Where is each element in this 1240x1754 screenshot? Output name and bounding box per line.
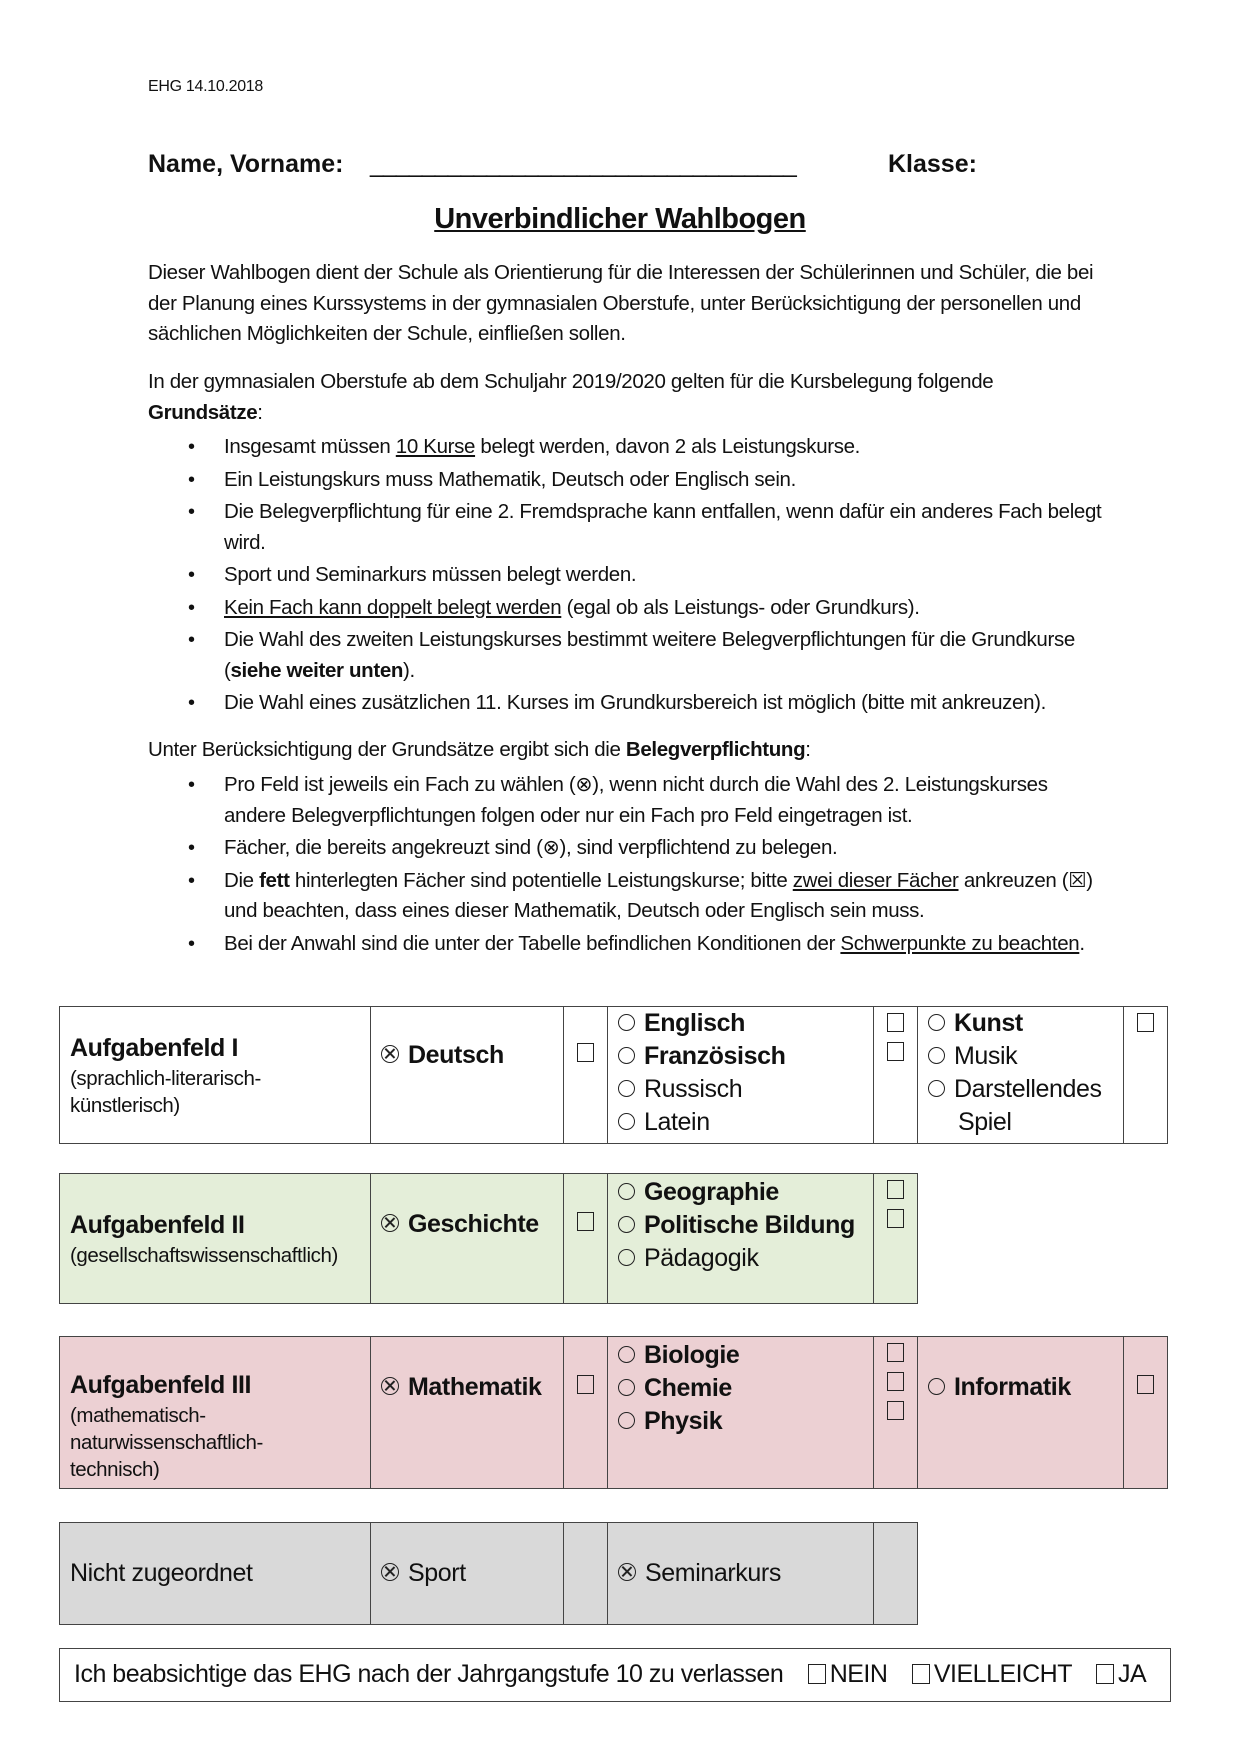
principle-item: • Die Belegverpflichtung für eine 2. Fremdsprache kann entfallen, wenn dafür ein anderes Fach belegt wird. <box>148 497 1108 558</box>
obligation-lead: Unter Berücksichtigung der Grundsätze ergibt sich die Belegverpflichtung: <box>148 738 811 761</box>
field-1-group-b-lk <box>1124 1007 1168 1144</box>
checkbox-nein[interactable] <box>808 1664 826 1684</box>
crossed-circle-icon <box>381 1377 399 1395</box>
radio-circle-icon <box>618 1183 635 1200</box>
field-3-fixed-lk <box>564 1337 608 1489</box>
intro-paragraph: Dieser Wahlbogen dient der Schule als Orientierung für die Interessen der Schülerinnen und Schüler, die bei der Planung eines Kurssystems in der gymnasialen Oberstufe, unter Berücksichtigung der personellen und sächlichen Möglichkeiten der Schule, einfließen sollen. <box>148 261 1094 345</box>
field-3-group-b-lk <box>1124 1337 1168 1489</box>
obligation-item: • Fächer, die bereits angekreuzt sind (⊗), sind verpflichtend zu belegen. <box>148 833 1108 864</box>
option-musik[interactable]: Musik <box>928 1040 1113 1073</box>
field-3-group-b <box>918 1337 1124 1489</box>
checkbox-lk-mathematik[interactable] <box>577 1375 594 1394</box>
class-label: Klasse: <box>888 150 977 178</box>
field-unassigned-empty-2 <box>874 1523 918 1625</box>
radio-circle-icon <box>928 1080 945 1097</box>
checkbox-lk-politische-bildung[interactable] <box>887 1209 904 1228</box>
option-politische-bildung[interactable]: Politische Bildung <box>618 1209 863 1242</box>
field-unassigned-table <box>59 1522 918 1625</box>
radio-circle-icon <box>618 1379 635 1396</box>
option-russisch[interactable]: Russisch <box>618 1073 863 1106</box>
principle-item: • Sport und Seminarkurs müssen belegt werden. <box>148 560 1108 591</box>
checkbox-lk-kunst[interactable] <box>1137 1013 1154 1032</box>
field-unassigned-seminar: Seminarkurs <box>608 1523 874 1625</box>
checkbox-lk-deutsch[interactable] <box>577 1043 594 1062</box>
crossed-circle-icon <box>618 1563 636 1581</box>
label-ja: JA <box>1117 1660 1147 1688</box>
option-latein[interactable]: Latein <box>618 1106 863 1139</box>
checkbox-lk-geschichte[interactable] <box>577 1212 594 1231</box>
name-label: Name, Vorname: <box>148 150 344 178</box>
field-2-fixed: Geschichte <box>371 1174 564 1304</box>
radio-circle-icon <box>928 1378 945 1395</box>
radio-circle-icon <box>618 1412 635 1429</box>
principle-item: • Ein Leistungskurs muss Mathematik, Deutsch oder Englisch sein. <box>148 465 1108 496</box>
principle-item: • Die Wahl eines zusätzlichen 11. Kurses im Grundkursbereich ist möglich (bitte mit ankreuzen). <box>148 688 1108 719</box>
option-informatik[interactable]: Informatik <box>928 1371 1113 1404</box>
field-3-fixed: Mathematik <box>371 1337 564 1489</box>
checkbox-lk-englisch[interactable] <box>887 1013 904 1032</box>
label-nein: NEIN <box>829 1660 888 1688</box>
field-1-fixed-lk <box>564 1007 608 1144</box>
radio-circle-icon <box>618 1080 635 1097</box>
option-darstellendes-spiel-cont: Spiel <box>958 1108 1012 1136</box>
field-unassigned-sport: Sport <box>371 1523 564 1625</box>
label-vielleicht: VIELLEICHT <box>933 1660 1072 1688</box>
option-franzoesisch[interactable]: Französisch <box>618 1040 863 1073</box>
checkbox-lk-geographie[interactable] <box>887 1180 904 1199</box>
radio-circle-icon <box>618 1014 635 1031</box>
page-title: Unverbindlicher Wahlbogen <box>434 203 806 235</box>
option-kunst[interactable]: Kunst <box>928 1007 1113 1040</box>
option-biologie[interactable]: Biologie <box>618 1339 863 1372</box>
leave-question: Ich beabsichtige das EHG nach der Jahrgangstufe 10 zu verlassen <box>74 1660 784 1688</box>
field-unassigned-label: Nicht zugeordnet <box>60 1523 371 1625</box>
option-geographie[interactable]: Geographie <box>618 1176 863 1209</box>
checkbox-lk-franzoesisch[interactable] <box>887 1042 904 1061</box>
field-3-group-a-lk <box>874 1337 918 1489</box>
leave-school-box <box>59 1648 1171 1702</box>
field-3-label: Aufgabenfeld III (mathematisch- naturwissenschaftlich- technisch) <box>60 1337 371 1489</box>
document-date: EHG 14.10.2018 <box>148 78 263 95</box>
field-1-label: Aufgabenfeld I (sprachlich-literarisch-künstlerisch) <box>60 1007 371 1144</box>
checkbox-ja[interactable] <box>1096 1664 1114 1684</box>
option-darstellendes-spiel[interactable]: Darstellendes <box>928 1073 1113 1106</box>
principle-item: • Die Wahl des zweiten Leistungskurses bestimmt weitere Belegverpflichtungen für die Grundkurse (siehe weiter unten). <box>148 625 1108 686</box>
field-2-group-a-lk <box>874 1174 918 1304</box>
field-2-group-a <box>608 1174 874 1304</box>
name-input-line[interactable]: _________________________________ <box>370 150 796 178</box>
checkbox-lk-physik[interactable] <box>887 1401 904 1420</box>
checkbox-lk-biologie[interactable] <box>887 1343 904 1362</box>
crossed-circle-icon <box>381 1214 399 1232</box>
option-englisch[interactable]: Englisch <box>618 1007 863 1040</box>
field-1-table <box>59 1006 1168 1144</box>
radio-circle-icon <box>618 1216 635 1233</box>
field-2-label: Aufgabenfeld II (gesellschaftswissenschaftlich) <box>60 1174 371 1304</box>
radio-circle-icon <box>618 1047 635 1064</box>
option-chemie[interactable]: Chemie <box>618 1372 863 1405</box>
field-2-fixed-lk <box>564 1174 608 1304</box>
principle-item: • Insgesamt müssen 10 Kurse belegt werden, davon 2 als Leistungskurse. <box>148 432 1108 463</box>
checkbox-lk-informatik[interactable] <box>1137 1375 1154 1394</box>
field-1-group-a <box>608 1007 874 1144</box>
field-unassigned-empty-1 <box>564 1523 608 1625</box>
checkbox-lk-chemie[interactable] <box>887 1372 904 1391</box>
option-physik[interactable]: Physik <box>618 1405 863 1438</box>
field-1-group-b <box>918 1007 1124 1144</box>
radio-circle-icon <box>928 1047 945 1064</box>
principles-lead: In der gymnasialen Oberstufe ab dem Schuljahr 2019/2020 gelten für die Kursbelegung folgende Grundsätze: <box>148 370 994 424</box>
radio-circle-icon <box>618 1249 635 1266</box>
radio-circle-icon <box>618 1346 635 1363</box>
checkbox-vielleicht[interactable] <box>912 1664 930 1684</box>
obligation-item: • Pro Feld ist jeweils ein Fach zu wählen (⊗), wenn nicht durch die Wahl des 2. Leistungskurses andere Belegverpflichtungen folgen oder nur ein Fach pro Feld eingetragen ist. <box>148 770 1108 831</box>
obligation-item: • Bei der Anwahl sind die unter der Tabelle befindlichen Konditionen der Schwerpunkte zu beachten. <box>148 929 1108 960</box>
option-paedagogik[interactable]: Pädagogik <box>618 1242 863 1275</box>
crossed-circle-icon <box>381 1563 399 1581</box>
field-1-group-a-lk <box>874 1007 918 1144</box>
obligation-list <box>148 770 1108 961</box>
field-3-table <box>59 1336 1168 1489</box>
radio-circle-icon <box>618 1113 635 1130</box>
field-2-table <box>59 1173 918 1304</box>
radio-circle-icon <box>928 1014 945 1031</box>
field-3-group-a <box>608 1337 874 1489</box>
obligation-item: • Die fett hinterlegten Fächer sind potentielle Leistungskurse; bitte zwei dieser Fächer ankreuzen (☒) und beachten, dass eines dieser Mathematik, Deutsch oder Englisch sein muss. <box>148 866 1108 927</box>
name-row <box>148 150 1148 179</box>
field-1-fixed: Deutsch <box>371 1007 564 1144</box>
principle-item: • Kein Fach kann doppelt belegt werden (egal ob als Leistungs- oder Grundkurs). <box>148 593 1108 624</box>
crossed-circle-icon <box>381 1045 399 1063</box>
principles-list <box>148 432 1108 721</box>
